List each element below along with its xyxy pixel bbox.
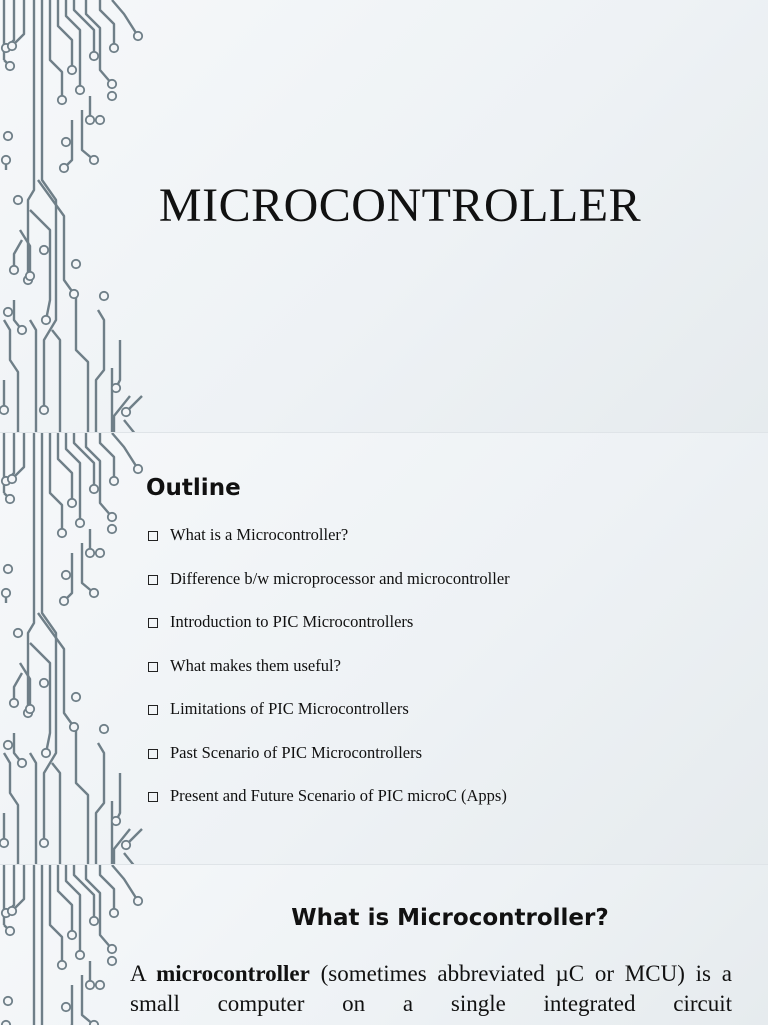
definition-text: (sometimes abbreviated µC or MCU) is a small computer on a single integrated circuit bbox=[130, 961, 732, 1016]
circuit-node bbox=[10, 266, 18, 274]
circuit-node bbox=[108, 957, 116, 965]
circuit-node bbox=[108, 525, 116, 533]
circuit-node bbox=[4, 132, 12, 140]
circuit-node bbox=[76, 86, 84, 94]
circuit-node bbox=[8, 42, 16, 50]
circuit-node bbox=[58, 961, 66, 969]
circuit-node bbox=[4, 741, 12, 749]
circuit-node bbox=[90, 485, 98, 493]
circuit-trace bbox=[52, 330, 60, 432]
circuit-node bbox=[76, 519, 84, 527]
circuit-node bbox=[110, 477, 118, 485]
circuit-node bbox=[90, 52, 98, 60]
circuit-node bbox=[40, 246, 48, 254]
circuit-trace bbox=[100, 865, 114, 913]
circuit-node bbox=[4, 997, 12, 1005]
circuit-trace bbox=[86, 0, 112, 84]
checkbox-bullet-icon bbox=[148, 792, 158, 802]
circuit-node bbox=[70, 290, 78, 298]
circuit-trace bbox=[28, 865, 34, 1025]
circuit-trace bbox=[96, 743, 104, 865]
circuit-node bbox=[8, 475, 16, 483]
outline-heading: Outline bbox=[146, 475, 241, 501]
circuit-node bbox=[2, 156, 10, 164]
outline-item bbox=[148, 612, 510, 656]
circuit-node bbox=[18, 326, 26, 334]
circuit-trace bbox=[30, 643, 50, 753]
circuit-node bbox=[60, 597, 68, 605]
definition-heading: What is Microcontroller? bbox=[291, 905, 609, 931]
slide-title: MICROCONTROLLER bbox=[158, 179, 642, 232]
circuit-node bbox=[68, 499, 76, 507]
checkbox-bullet-icon bbox=[148, 531, 158, 541]
circuit-trace bbox=[4, 320, 18, 432]
circuit-node bbox=[2, 1021, 10, 1025]
outline-item bbox=[148, 743, 510, 787]
circuit-node bbox=[96, 981, 104, 989]
outline-item-text: What is a Microcontroller? bbox=[170, 525, 349, 544]
circuit-node bbox=[8, 907, 16, 915]
circuit-trace bbox=[86, 433, 112, 517]
outline-item-text: Past Scenario of PIC Microcontrollers bbox=[170, 742, 423, 762]
outline-item bbox=[148, 569, 510, 613]
circuit-node bbox=[0, 839, 8, 847]
circuit-node bbox=[100, 725, 108, 733]
circuit-trace bbox=[4, 753, 18, 865]
circuit-node bbox=[96, 549, 104, 557]
circuit-trace bbox=[112, 433, 138, 469]
checkbox-bullet-icon bbox=[148, 618, 158, 628]
circuit-node bbox=[6, 495, 14, 503]
circuit-trace bbox=[50, 433, 62, 533]
circuit-node bbox=[90, 1021, 98, 1025]
circuit-node bbox=[108, 513, 116, 521]
circuit-trace bbox=[76, 290, 88, 432]
circuit-node bbox=[90, 156, 98, 164]
outline-slide bbox=[0, 432, 768, 865]
circuit-node bbox=[90, 589, 98, 597]
circuit-trace bbox=[116, 340, 120, 388]
circuit-node bbox=[122, 408, 130, 416]
circuit-trace bbox=[116, 773, 120, 821]
checkbox-bullet-icon bbox=[148, 749, 158, 759]
circuit-node bbox=[60, 164, 68, 172]
circuit-node bbox=[6, 927, 14, 935]
circuit-trace bbox=[30, 753, 36, 865]
circuit-node bbox=[40, 406, 48, 414]
circuit-node bbox=[4, 308, 12, 316]
circuit-trace bbox=[76, 723, 88, 865]
circuit-node bbox=[26, 272, 34, 280]
outline-item-text: Difference b/w microprocessor and microcontroller bbox=[170, 568, 510, 588]
circuit-node bbox=[2, 589, 10, 597]
circuit-node bbox=[108, 92, 116, 100]
circuit-node bbox=[72, 693, 80, 701]
circuit-node bbox=[14, 629, 22, 637]
circuit-node bbox=[42, 749, 50, 757]
circuit-node bbox=[68, 66, 76, 74]
circuit-node bbox=[86, 116, 94, 124]
circuit-trace bbox=[50, 865, 62, 965]
outline-item bbox=[148, 699, 510, 743]
outline-item-text: What makes them useful? bbox=[170, 655, 341, 675]
circuit-node bbox=[76, 951, 84, 959]
title-slide bbox=[0, 0, 768, 432]
outline-item bbox=[148, 656, 510, 700]
circuit-node bbox=[68, 931, 76, 939]
circuit-node bbox=[134, 897, 142, 905]
circuit-node bbox=[86, 981, 94, 989]
circuit-node bbox=[86, 549, 94, 557]
outline-item-text: Limitations of PIC Microcontrollers bbox=[170, 699, 409, 718]
circuit-node bbox=[134, 32, 142, 40]
circuit-decoration bbox=[0, 433, 150, 865]
circuit-node bbox=[18, 759, 26, 767]
circuit-node bbox=[70, 723, 78, 731]
circuit-node bbox=[112, 384, 120, 392]
circuit-node bbox=[122, 841, 130, 849]
definition-paragraph bbox=[130, 959, 732, 1019]
outline-item-text: Present and Future Scenario of PIC microC (Apps) bbox=[170, 786, 507, 805]
definition-slide bbox=[0, 864, 768, 1025]
circuit-trace bbox=[86, 865, 112, 949]
circuit-node bbox=[110, 909, 118, 917]
circuit-trace bbox=[42, 433, 56, 843]
circuit-node bbox=[4, 565, 12, 573]
outline-item bbox=[148, 786, 510, 830]
circuit-node bbox=[100, 292, 108, 300]
circuit-trace bbox=[52, 763, 60, 865]
circuit-trace bbox=[112, 865, 138, 901]
checkbox-bullet-icon bbox=[148, 705, 158, 715]
circuit-trace bbox=[50, 0, 62, 100]
circuit-node bbox=[40, 679, 48, 687]
checkbox-bullet-icon bbox=[148, 662, 158, 672]
circuit-node bbox=[112, 817, 120, 825]
circuit-node bbox=[40, 839, 48, 847]
circuit-trace bbox=[100, 433, 114, 481]
circuit-trace bbox=[112, 0, 138, 36]
circuit-trace bbox=[28, 433, 34, 713]
definition-prefix: A bbox=[130, 961, 157, 986]
circuit-node bbox=[72, 260, 80, 268]
circuit-decoration bbox=[0, 865, 150, 1025]
outline-list bbox=[148, 525, 510, 830]
circuit-trace bbox=[124, 420, 140, 432]
circuit-trace bbox=[30, 320, 36, 432]
circuit-node bbox=[110, 44, 118, 52]
circuit-node bbox=[42, 316, 50, 324]
circuit-trace bbox=[28, 0, 34, 280]
circuit-node bbox=[6, 62, 14, 70]
circuit-node bbox=[96, 116, 104, 124]
circuit-node bbox=[0, 406, 8, 414]
circuit-node bbox=[90, 917, 98, 925]
circuit-node bbox=[62, 571, 70, 579]
circuit-node bbox=[62, 138, 70, 146]
checkbox-bullet-icon bbox=[148, 575, 158, 585]
circuit-node bbox=[108, 80, 116, 88]
circuit-node bbox=[134, 465, 142, 473]
circuit-trace bbox=[6, 0, 14, 48]
circuit-trace bbox=[6, 865, 14, 913]
outline-item bbox=[148, 525, 510, 569]
circuit-node bbox=[58, 96, 66, 104]
circuit-node bbox=[108, 945, 116, 953]
circuit-node bbox=[58, 529, 66, 537]
circuit-trace bbox=[6, 433, 14, 481]
circuit-trace bbox=[96, 310, 104, 432]
circuit-node bbox=[10, 699, 18, 707]
circuit-trace bbox=[100, 0, 114, 48]
outline-item-text: Introduction to PIC Microcontrollers bbox=[170, 612, 414, 631]
circuit-node bbox=[26, 705, 34, 713]
circuit-node bbox=[62, 1003, 70, 1011]
definition-term: microcontroller bbox=[156, 961, 310, 986]
